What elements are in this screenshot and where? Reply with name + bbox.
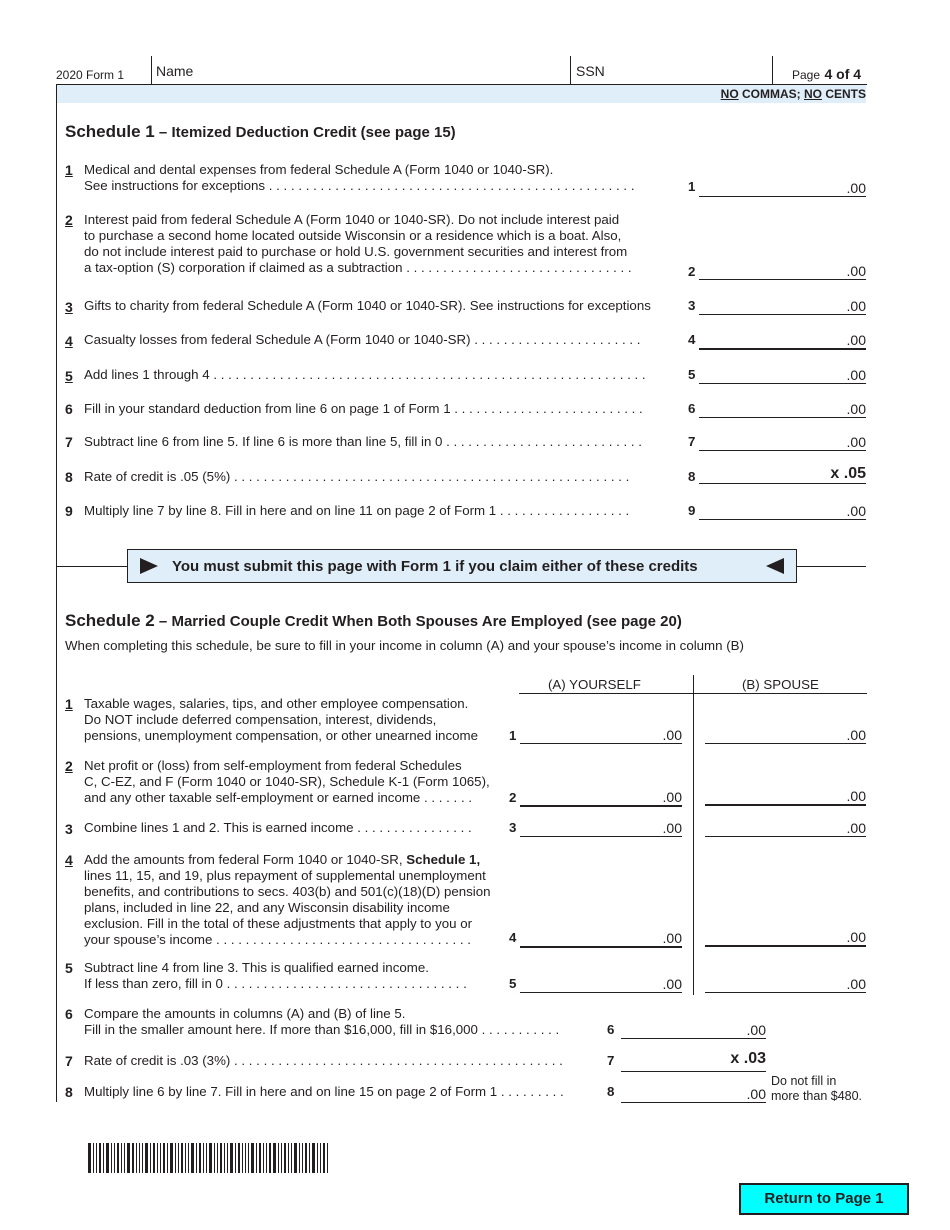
barcode-bar — [106, 1143, 109, 1173]
barcode-bar — [185, 1143, 186, 1173]
s2-line-5-a-input[interactable]: .00 — [520, 976, 682, 993]
s1-line-5-input[interactable]: .00 — [699, 367, 866, 384]
s1-line-ref: 9 — [688, 503, 696, 518]
barcode-bar — [199, 1143, 201, 1173]
page-number: Page 4 of 4 — [792, 66, 862, 82]
barcode-bar — [266, 1143, 267, 1173]
s2-line-1-a-input[interactable]: .00 — [520, 727, 682, 744]
barcode-bar — [175, 1143, 176, 1173]
s1-line-9-text: Multiply line 7 by line 8. Fill in here and on line 11 on page 2 of Form 1 . . . . . . . . . . . . . . . . . . — [84, 503, 630, 518]
barcode-bar — [157, 1143, 158, 1173]
submit-notice-banner — [127, 549, 797, 583]
s2-line-number: 4 — [65, 852, 73, 868]
ssn-field[interactable] — [571, 56, 771, 84]
s2-line-5-b-input[interactable]: .00 — [705, 976, 866, 993]
barcode-bar — [235, 1143, 236, 1173]
barcode-bar — [248, 1143, 249, 1173]
barcode-bar — [203, 1143, 204, 1173]
s2-line-5-text: Subtract line 4 from line 3. This is qualified earned income. If less than zero, fill in 0 . . . . . . . . . . . . . . . . . . . . . . . . . . . . . . . . . — [84, 960, 467, 991]
barcode-bar — [103, 1143, 104, 1173]
s1-line-ref: 5 — [688, 367, 696, 382]
barcode-bar — [294, 1143, 297, 1173]
s2-line-ref: 3 — [509, 820, 517, 835]
barcode-bar — [132, 1143, 134, 1173]
barcode-bar — [117, 1143, 119, 1173]
barcode-bar — [263, 1143, 264, 1173]
barcode-bar — [153, 1143, 155, 1173]
s1-line-number: 1 — [65, 162, 73, 178]
barcode-bar — [139, 1143, 140, 1173]
return-to-page-1-button[interactable]: Return to Page 1 — [739, 1183, 909, 1215]
barcode-bar — [288, 1143, 289, 1173]
s2-line-number: 5 — [65, 960, 73, 976]
s1-line-ref: 8 — [688, 469, 696, 484]
barcode-bar — [273, 1143, 276, 1173]
barcode-bar — [111, 1143, 112, 1173]
banner-rule-left — [56, 566, 128, 567]
s1-line-number: 9 — [65, 503, 73, 519]
s2-line-2-text: Net profit or (loss) from self-employment from federal Schedules C, C-EZ, and F (Form 1040 or 1040-SR), Schedule K-1 (Form 1065), and any other taxable self-employment or earned income . . . . . . . — [84, 758, 490, 805]
s1-line-8-text: Rate of credit is .05 (5%) . . . . . . . . . . . . . . . . . . . . . . . . . . . . . . . . . . . . . . . . . . . . . . . . . . . . . . — [84, 469, 630, 484]
barcode-bar — [320, 1143, 321, 1173]
s2-line-ref: 2 — [509, 790, 517, 805]
s1-line-6-text: Fill in your standard deduction from line 6 on page 1 of Form 1 . . . . . . . . . . . . . . . . . . . . . . . . . . — [84, 401, 643, 416]
s1-line-number: 3 — [65, 299, 73, 315]
s1-line-2-text: Interest paid from federal Schedule A (Form 1040 or 1040-SR). Do not include interest paid to purchase a second home located outside Wisconsin or a residence which is a boat. Also, do not include interest paid to purchase or hold U.S. government securities and interest from a tax-option (S) corporation if claimed as a subtraction . . . . . . . . . . . . . . . . . . . . . . . . . . . . . . . — [84, 212, 632, 275]
s1-line-3-input[interactable]: .00 — [699, 298, 866, 315]
s1-line-ref: 1 — [688, 179, 696, 194]
s1-line-ref: 6 — [688, 401, 696, 416]
s2-line-ref: 4 — [509, 930, 517, 945]
barcode-bar — [181, 1143, 183, 1173]
s2-line-8-text: Multiply line 6 by line 7. Fill in here and on line 15 on page 2 of Form 1 . . . . . . . . . — [84, 1084, 564, 1099]
barcode-bar — [217, 1143, 218, 1173]
barcode-bar — [191, 1143, 194, 1173]
s1-line-9-input[interactable]: .00 — [699, 503, 866, 520]
s1-line-ref: 4 — [688, 332, 696, 347]
barcode-bar — [230, 1143, 233, 1173]
barcode-bar — [242, 1143, 243, 1173]
s2-line-3-text: Combine lines 1 and 2. This is earned income . . . . . . . . . . . . . . . . — [84, 820, 472, 835]
barcode-bar — [278, 1143, 279, 1173]
barcode-bar — [327, 1143, 328, 1173]
barcode-bar — [259, 1143, 261, 1173]
barcode-bar — [127, 1143, 130, 1173]
s2-line-6-input[interactable]: .00 — [621, 1022, 766, 1039]
barcode-bar — [251, 1143, 254, 1173]
submit-notice-text: You must submit this page with Form 1 if you claim either of these credits — [172, 558, 698, 575]
s2-line-4-text: Add the amounts from federal Form 1040 or 1040-SR, Schedule 1, lines 11, 15, and 19, plus repayment of supplemental unemployment benefits, and contributions to secs. 403(b) and 501(c)(18)(D) pension plans, included in line 22, and any Wisconsin disability income exclusion. Fill in the total of these adjustments that apply to you or your spouse’s income . . . . . . . . . . . . . . . . . . . . . . . . . . . . . . . . . . . — [84, 852, 491, 947]
s2-line-3-a-input[interactable]: .00 — [520, 820, 682, 837]
barcode-bar — [163, 1143, 165, 1173]
column-a-header: (A) YOURSELF — [548, 677, 641, 692]
s2-line-ref: 7 — [607, 1053, 615, 1068]
barcode-bar — [299, 1143, 300, 1173]
s1-line-7-input[interactable]: .00 — [699, 434, 866, 451]
left-border — [56, 84, 57, 1102]
s2-line-7-text: Rate of credit is .03 (3%) . . . . . . . . . . . . . . . . . . . . . . . . . . . . . . . . . . . . . . . . . . . . . — [84, 1053, 563, 1068]
barcode-bar — [121, 1143, 122, 1173]
s2-line-number: 6 — [65, 1006, 73, 1022]
barcode-bar — [160, 1143, 161, 1173]
schedule2-intro: When completing this schedule, be sure to fill in your income in column (A) and your spouse’s income in column (B) — [65, 638, 744, 653]
s1-line-5-text: Add lines 1 through 4 . . . . . . . . . . . . . . . . . . . . . . . . . . . . . . . . . . . . . . . . . . . . . . . . . . . . . . . . . . . — [84, 367, 646, 382]
s1-line-2-input[interactable]: .00 — [699, 263, 866, 280]
barcode-bar — [312, 1143, 315, 1173]
s1-line-number: 5 — [65, 368, 73, 384]
s2-line-number: 3 — [65, 821, 73, 837]
arrow-right-icon — [140, 558, 158, 574]
column-divider — [693, 675, 694, 995]
s2-line-3-b-input[interactable]: .00 — [705, 820, 866, 837]
s1-line-7-text: Subtract line 6 from line 5. If line 6 is more than line 5, fill in 0 . . . . . . . . . . . . . . . . . . . . . . . . . . . — [84, 434, 642, 449]
name-field-label: Name — [156, 63, 194, 79]
barcode-bar — [214, 1143, 215, 1173]
s1-line-6-input[interactable]: .00 — [699, 401, 866, 418]
barcode-bar — [188, 1143, 189, 1173]
barcode-bar — [305, 1143, 307, 1173]
barcode-bar — [245, 1143, 246, 1173]
s2-line-number: 8 — [65, 1084, 73, 1100]
s2-line-1-b-input[interactable]: .00 — [705, 727, 866, 744]
s1-line-1-input[interactable]: .00 — [699, 180, 866, 197]
barcode-bar — [145, 1143, 148, 1173]
barcode-bar — [124, 1143, 125, 1173]
s2-line-8-input[interactable]: .00 — [621, 1086, 766, 1103]
barcode-bar — [309, 1143, 310, 1173]
no-commas-note: NO COMMAS; NO CENTS — [720, 87, 866, 101]
barcode-bar — [88, 1143, 91, 1173]
barcode-bar — [96, 1143, 97, 1173]
barcode-bar — [196, 1143, 197, 1173]
name-field[interactable] — [152, 56, 570, 84]
s1-line-1-text: Medical and dental expenses from federal Schedule A (Form 1040 or 1040-SR). See instructions for exceptions . . . . . . . . . . . . . . . . . . . . . . . . . . . . . . . . . . . . . . . . . . . . . . . . . . — [84, 162, 635, 193]
s1-line-number: 6 — [65, 401, 73, 417]
barcode-bar — [136, 1143, 137, 1173]
s2-line-6-text: Compare the amounts in columns (A) and (B) of line 5. Fill in the smaller amount here. If more than $16,000, fill in $16,000 . . . . . . . . . . . — [84, 1006, 560, 1037]
barcode-bar — [227, 1143, 228, 1173]
s2-line-number: 7 — [65, 1053, 73, 1069]
s2-line-1-text: Taxable wages, salaries, tips, and other employee compensation. Do NOT include deferred compensation, interest, dividends, pensions, unemployment compensation, or other unearned income — [84, 696, 478, 743]
s2-line-ref: 5 — [509, 976, 517, 991]
barcode-bar — [281, 1143, 282, 1173]
barcode-bar — [291, 1143, 292, 1173]
s1-line-4-text: Casualty losses from federal Schedule A (Form 1040 or 1040-SR) . . . . . . . . . . . . . . . . . . . . . . . — [84, 332, 641, 347]
barcode-bar — [323, 1143, 325, 1173]
barcode — [88, 1143, 382, 1173]
barcode-bar — [284, 1143, 286, 1173]
s2-line-ref: 8 — [607, 1084, 615, 1099]
s1-line-ref: 3 — [688, 298, 696, 313]
barcode-bar — [178, 1143, 179, 1173]
barcode-bar — [238, 1143, 240, 1173]
arrow-left-icon — [766, 558, 784, 574]
s2-line-2-b-input[interactable]: .00 — [705, 788, 866, 806]
barcode-bar — [269, 1143, 271, 1173]
schedule2-title: Schedule 2 – Married Couple Credit When Both Spouses Are Employed (see page 20) — [65, 611, 682, 630]
barcode-bar — [256, 1143, 257, 1173]
s1-line-8-rate: x .05 — [699, 467, 866, 484]
schedule1-title: Schedule 1 – Itemized Deduction Credit (see page 15) — [65, 122, 456, 141]
s2-line-7-rate: x .03 — [621, 1052, 766, 1072]
s1-line-ref: 7 — [688, 434, 696, 449]
banner-rule-right — [796, 566, 866, 567]
s1-line-number: 2 — [65, 212, 73, 228]
barcode-bar — [142, 1143, 143, 1173]
s1-line-ref: 2 — [688, 264, 696, 279]
column-b-header: (B) SPOUSE — [742, 677, 819, 692]
s2-line-4-b-input[interactable]: .00 — [705, 929, 866, 947]
limit-note: Do not fill in more than $480. — [771, 1074, 863, 1103]
barcode-bar — [317, 1143, 318, 1173]
s2-line-ref: 6 — [607, 1022, 615, 1037]
s2-line-number: 2 — [65, 758, 73, 774]
s2-line-4-a-input[interactable]: .00 — [520, 930, 682, 948]
barcode-bar — [220, 1143, 222, 1173]
s1-line-number: 8 — [65, 469, 73, 485]
barcode-bar — [224, 1143, 225, 1173]
barcode-bar — [99, 1143, 101, 1173]
form-label: 2020 Form 1 — [56, 68, 125, 82]
s1-line-number: 7 — [65, 434, 73, 450]
barcode-bar — [114, 1143, 115, 1173]
s2-line-ref: 1 — [509, 728, 517, 743]
s1-line-3-text: Gifts to charity from federal Schedule A (Form 1040 or 1040-SR). See instructions for exceptions — [84, 298, 651, 313]
ssn-field-label: SSN — [576, 63, 605, 79]
s1-line-number: 4 — [65, 333, 73, 349]
s2-line-2-a-input[interactable]: .00 — [520, 789, 682, 807]
barcode-bar — [150, 1143, 151, 1173]
barcode-bar — [302, 1143, 303, 1173]
barcode-bar — [93, 1143, 94, 1173]
s2-line-number: 1 — [65, 696, 73, 712]
barcode-bar — [209, 1143, 212, 1173]
s1-line-4-input[interactable]: .00 — [699, 332, 866, 350]
barcode-bar — [170, 1143, 173, 1173]
barcode-bar — [206, 1143, 207, 1173]
barcode-bar — [167, 1143, 168, 1173]
